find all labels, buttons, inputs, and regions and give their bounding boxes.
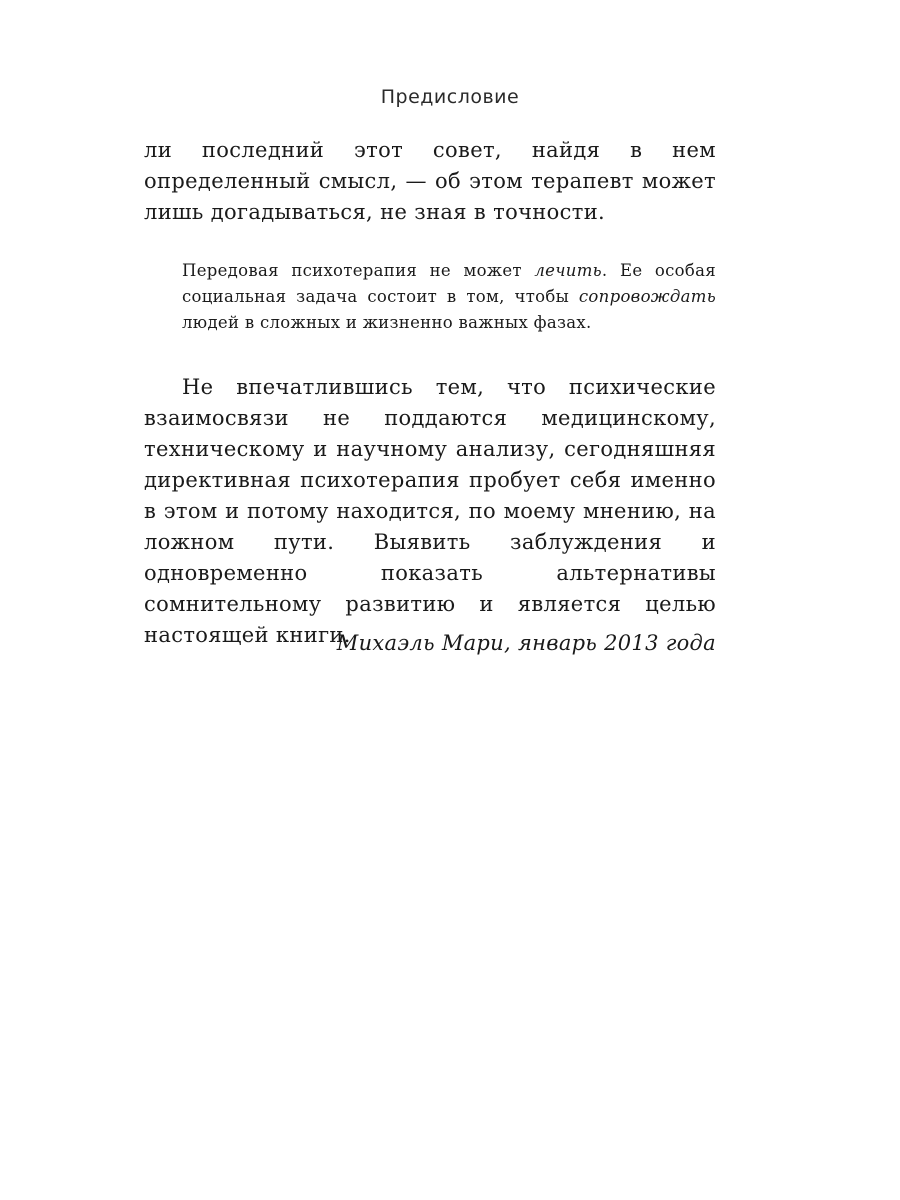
quote-text-1: Передовая психотерапия не может xyxy=(182,261,535,280)
quote-text-2: . Ее особая социальная задача состоит в том, чтобы xyxy=(182,261,716,306)
paragraph-main xyxy=(144,372,716,651)
running-head: Предисловие xyxy=(380,86,520,108)
quote-text-3: людей в сложных и жизненно важных фазах. xyxy=(182,313,592,332)
quote-emphasis-accompany: сопровождать xyxy=(578,287,716,306)
quote-emphasis-heal: лечить xyxy=(534,261,602,280)
highlighted-quote xyxy=(182,258,716,336)
paragraph-main-text: Не впечатлившись тем, что психические взаимосвязи не поддаются медицинскому, техническому и научному анализу, сегодняшняя директивная психотерапия пробует себя именно в этом и потому находится, по моему мнению, на ложном пути. Выявить заблуждения и одновременно показать альтернативы сомнительному развитию и является целью настоящей книги. xyxy=(144,375,716,647)
paragraph-continuation: ли последний этот совет, найдя в нем определенный смысл, — об этом терапевт может лишь догадываться, не зная в точности. xyxy=(144,138,716,224)
author-signature: Михаэль Мари, январь 2013 года xyxy=(336,631,716,655)
